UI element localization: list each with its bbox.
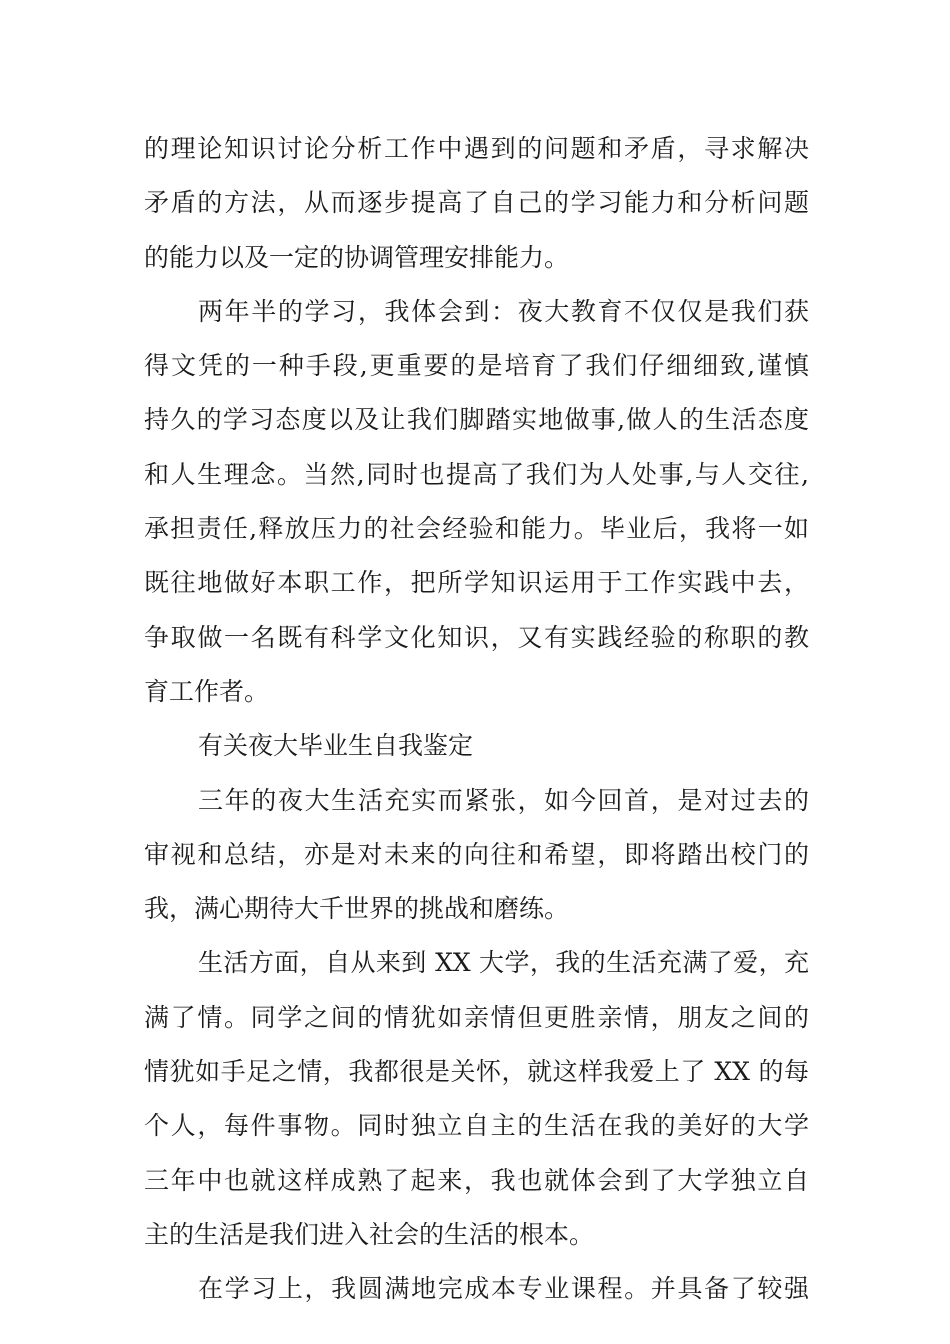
text-line: 有关夜大毕业生自我鉴定 <box>198 731 474 761</box>
text-line: 生活方面，自从来到 XX 大学，我的生活充满了爱，充 <box>198 948 809 978</box>
text-line: 个人，每件事物。同时独立自主的生活在我的美好的大学 <box>144 1111 809 1141</box>
text-line: 的理论知识讨论分析工作中遇到的问题和矛盾，寻求解决 <box>144 134 809 163</box>
text-line: 和人生理念。当然,同时也提高了我们为人处事,与人交往, <box>144 459 809 489</box>
text-line: 持久的学习态度以及让我们脚踏实地做事,做人的生活态度 <box>144 405 809 435</box>
text-line: 既往地做好本职工作，把所学知识运用于工作实践中去， <box>144 568 809 598</box>
text-line: 我，满心期待大千世界的挑战和磨练。 <box>144 894 570 924</box>
text-line: 争取做一名既有科学文化知识，又有实践经验的称职的教 <box>144 622 809 652</box>
text-line: 两年半的学习，我体会到：夜大教育不仅仅是我们获 <box>198 296 809 326</box>
document-body-text <box>144 122 809 1317</box>
text-line: 三年的夜大生活充实而紧张，如今回首，是对过去的 <box>198 785 809 815</box>
text-line: 满了情。同学之间的情犹如亲情但更胜亲情，朋友之间的 <box>144 1002 809 1032</box>
text-line: 审视和总结，亦是对未来的向往和希望，即将踏出校门的 <box>144 839 809 869</box>
text-line: 的能力以及一定的协调管理安排能力。 <box>144 242 570 272</box>
text-line: 在学习上，我圆满地完成本专业课程。并具备了较强 <box>198 1274 809 1304</box>
text-line: 承担责任,释放压力的社会经验和能力。毕业后，我将一如 <box>144 514 809 544</box>
text-line: 主的生活是我们进入社会的生活的根本。 <box>144 1219 595 1249</box>
text-line: 三年中也就这样成熟了起来，我也就体会到了大学独立自 <box>144 1165 809 1195</box>
text-line: 矛盾的方法，从而逐步提高了自己的学习能力和分析问题 <box>144 188 809 218</box>
text-line: 情犹如手足之情，我都很是关怀，就这样我爱上了 XX 的每 <box>144 1057 809 1087</box>
text-line: 得文凭的一种手段,更重要的是培育了我们仔细细致,谨慎 <box>144 351 809 381</box>
text-line: 育工作者。 <box>144 676 270 706</box>
